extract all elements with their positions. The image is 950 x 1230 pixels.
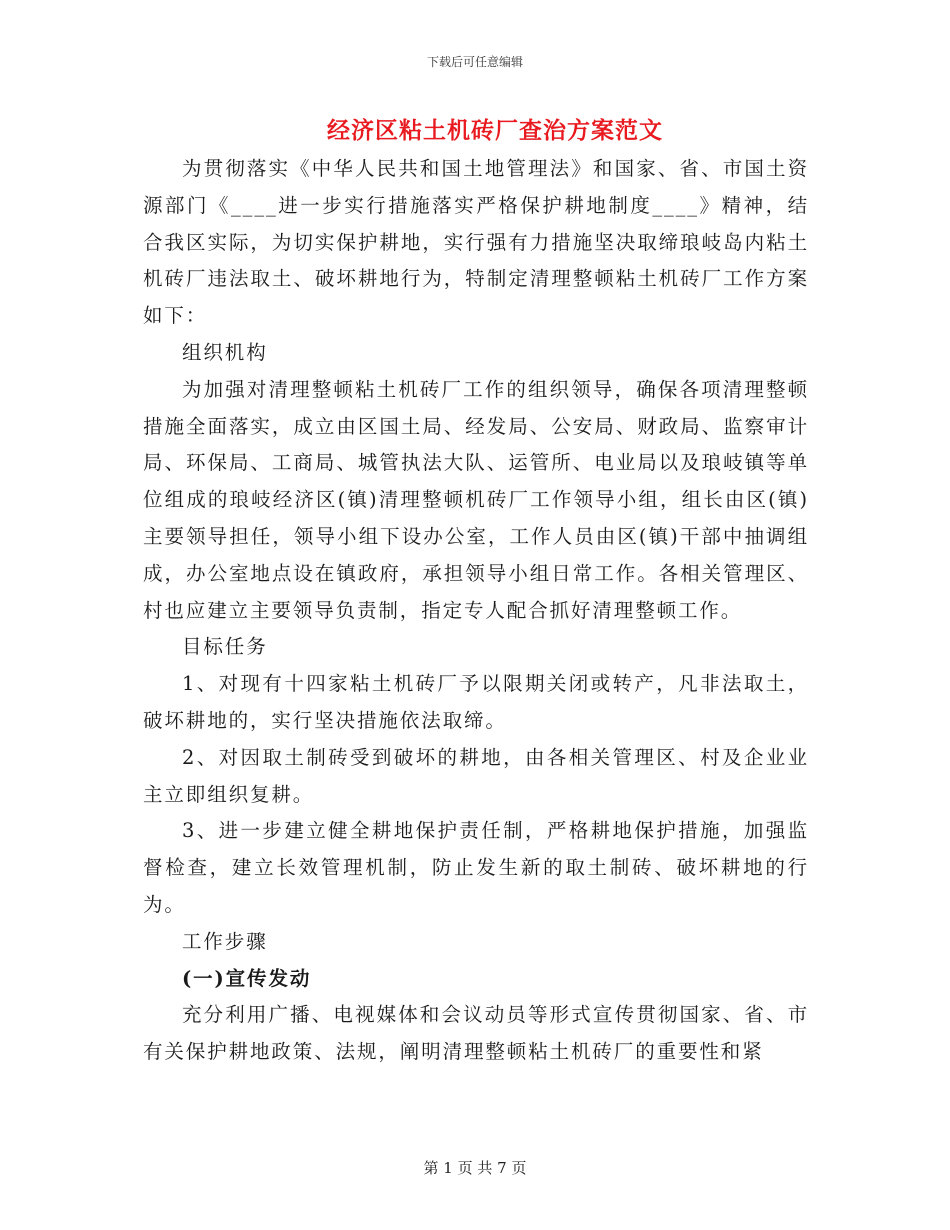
subsection-heading-publicity: (一)宣传发动 [182,966,312,990]
publicity-paragraph: 充分利用广播、电视媒体和会议动员等形式宣传贯彻国家、省、市有关保护耕地政策、法规，阐明清理整顿粘土机砖厂的重要性和紧 [143,1003,809,1064]
section-heading-goals: 目标任务 [182,635,268,659]
section-heading-steps: 工作步骤 [182,929,268,953]
organization-paragraph: 为加强对清理整顿粘土机砖厂工作的组织领导，确保各项清理整顿措施全面落实，成立由区国土局、经发局、公安局、财政局、监察审计局、环保局、工商局、城管执法大队、运管所、电业局以及琅岐镇等单位组成的琅岐经济区(镇)清理整顿机砖厂工作领导小组，组长由区(镇)主要领导担任，领导小组下设办公室，工作人员由区(镇)干部中抽调组成，办公室地点设在镇政府，承担领导小组日常工作。各相关管理区、村也应建立主要领导负责制，指定专人配合抓好清理整顿工作。 [143,377,809,622]
goal-item-2: 2、对因取土制砖受到破坏的耕地，由各相关管理区、村及企业业主立即组织复耕。 [143,745,809,806]
section-heading-organization: 组织机构 [182,340,268,364]
page-header: 下载后可任意编辑 [426,55,523,69]
document-title: 经济区粘土机砖厂查治方案范文 [327,117,663,144]
goal-item-1: 1、对现有十四家粘土机砖厂予以限期关闭或转产，凡非法取土，破坏耕地的，实行坚决措施依法取缔。 [143,672,809,732]
goal-item-3: 3、进一步建立健全耕地保护责任制，严格耕地保护措施，加强监督检查，建立长效管理机制，防止发生新的取土制砖、破坏耕地的行为。 [143,819,809,916]
intro-paragraph: 为贯彻落实《中华人民共和国土地管理法》和国家、省、市国土资源部门《____进一步实行措施落实严格保护耕地制度____》精神，结合我区实际，为切实保护耕地，实行强有力措施坚决取缔琅岐岛内粘土机砖厂违法取土、破坏耕地行为，特制定清理整顿粘土机砖厂工作方案如下： [143,157,809,328]
document-body [143,151,809,1071]
page-footer: 第 1 页 共 7 页 [423,1159,527,1177]
